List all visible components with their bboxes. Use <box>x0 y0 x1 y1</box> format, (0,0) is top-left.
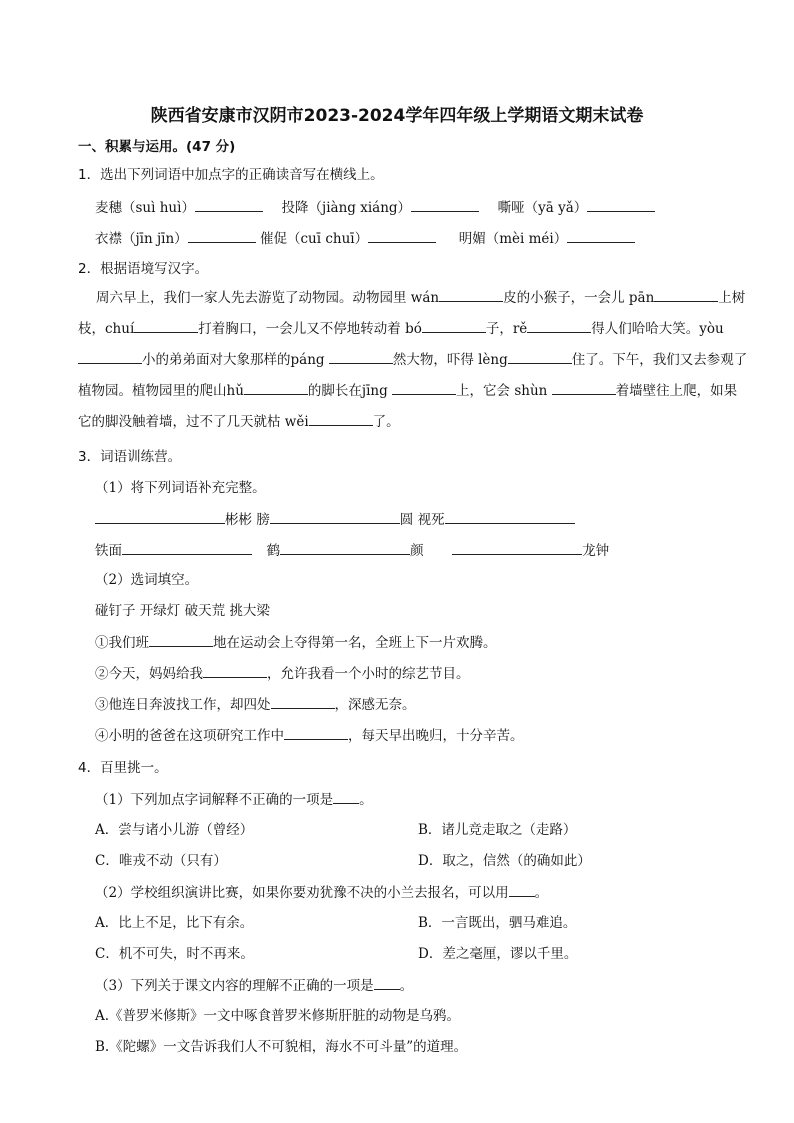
exam-title: 陕西省安康市汉阴市2023-2024学年四年级上学期语文期末试卷 <box>150 106 644 126</box>
q4-option-b[interactable]: B．诸儿竞走取之（走路） <box>418 822 577 838</box>
q3-sub2: （2）选词填空。 <box>95 572 199 588</box>
q4-option-c[interactable]: C．唯戎不动（只有） <box>95 853 227 869</box>
answer-blank[interactable] <box>188 228 256 243</box>
q1-item: 嘶哑（yā yǎ） <box>497 200 588 216</box>
answer-blank[interactable] <box>149 632 213 647</box>
answer-blank[interactable] <box>284 725 348 740</box>
answer-blank[interactable] <box>587 197 655 212</box>
q4-option-a[interactable]: A.《普罗米修斯》一文中啄食普罗米修斯肝脏的动物是乌鸦。 <box>95 1008 461 1024</box>
q4-option-d[interactable]: D．差之毫厘，谬以千里。 <box>418 946 578 962</box>
answer-blank[interactable] <box>508 349 572 364</box>
q3-stem: 3．词语训练营。 <box>78 449 182 465</box>
answer-blank[interactable] <box>527 318 591 333</box>
answer-blank[interactable] <box>95 509 225 524</box>
q1-item: 麦穗（suì huì） <box>95 200 195 216</box>
answer-blank[interactable] <box>552 380 616 395</box>
answer-blank[interactable] <box>195 197 263 212</box>
answer-blank[interactable] <box>452 540 582 555</box>
q1-row2 <box>95 228 635 249</box>
answer-blank[interactable] <box>329 349 393 364</box>
q4-option-b[interactable]: B.《陀螺》一文告诉我们人不可貌相，海水不可斗量”的道理。 <box>95 1039 468 1055</box>
q3-fill-row2: 铁面 鹤 颜 龙钟 <box>95 540 609 561</box>
q3-fill-row1: 彬彬 膀 圆 视死 <box>95 509 575 530</box>
q4-stem: 4．百里挑一。 <box>78 760 168 776</box>
answer-blank[interactable] <box>411 197 479 212</box>
q3-options: 碰钉子 开绿灯 破天荒 挑大梁 <box>95 603 270 619</box>
answer-blank[interactable] <box>309 411 373 426</box>
q4-option-d[interactable]: D．取之，信然（的确如此） <box>418 853 591 869</box>
q1-row1 <box>95 197 655 218</box>
q3-item: ④小明的爸爸在这项研究工作中 ，每天早出晚归，十分辛苦。 <box>95 725 524 746</box>
answer-blank[interactable] <box>509 882 535 897</box>
q4-option-a[interactable]: A．比上不足，比下有余。 <box>95 915 254 931</box>
q3-item: ①我们班 地在运动会上夺得第一名，全班上下一片欢腾。 <box>95 632 497 653</box>
answer-blank[interactable] <box>270 509 400 524</box>
q2-stem: 2．根据语境写汉字。 <box>78 261 209 277</box>
q1-item: 明媚（mèi méi） <box>458 231 568 247</box>
answer-blank[interactable] <box>134 318 198 333</box>
answer-blank[interactable] <box>654 287 718 302</box>
q1-item: 投降（jiàng xiáng） <box>281 200 412 216</box>
q1-item: 衣襟（jīn jīn） <box>95 231 188 247</box>
answer-blank[interactable] <box>422 318 486 333</box>
q1-item: 催促（cuī chuī） <box>259 231 369 247</box>
answer-blank[interactable] <box>271 694 335 709</box>
answer-blank[interactable] <box>244 380 308 395</box>
answer-blank[interactable] <box>203 663 267 678</box>
answer-blank[interactable] <box>567 228 635 243</box>
q4-option-b[interactable]: B．一言既出，驷马难追。 <box>418 915 577 931</box>
q4-sub1: （1）下列加点字词解释不正确的一项是 。 <box>95 789 373 810</box>
q1-stem: 1．选出下列词语中加点字的正确读音写在横线上。 <box>78 167 384 183</box>
section-1-heading: 一、积累与运用。(47 分) <box>78 139 236 155</box>
q4-sub3: （3）下列关于课文内容的理解不正确的一项是 。 <box>95 975 413 996</box>
answer-blank[interactable] <box>122 540 252 555</box>
q2-passage: 周六早上，我们一家人先去游览了动物园。动物园里 wán 皮的小猴子，一会儿 pān 上树枝，chuí 打着胸口，一会儿又不停地转动着 bó 子，rě 得人们哈哈大笑。yòu 小的弟弟面对大象那样的páng 然大物，吓得 lèng 住了。下午，我们又去参观了植物园。植物园里的爬山hǔ 的脚长在jīng 上，它会 shùn 着墙壁往上爬，如果它的脚没触着墙，过不了几天就枯 wěi 了。 <box>78 283 748 438</box>
answer-blank[interactable] <box>374 975 400 990</box>
q3-item: ②今天，妈妈给我 ，允许我看一个小时的综艺节目。 <box>95 663 470 684</box>
answer-blank[interactable] <box>78 349 142 364</box>
q4-option-c[interactable]: C．机不可失，时不再来。 <box>95 946 254 962</box>
q4-sub2: （2）学校组织演讲比赛，如果你要劝犹豫不决的小兰去报名，可以用 。 <box>95 882 548 903</box>
q3-item: ③他连日奔波找工作，却四处 ，深感无奈。 <box>95 694 416 715</box>
answer-blank[interactable] <box>333 789 359 804</box>
answer-blank[interactable] <box>280 540 410 555</box>
answer-blank[interactable] <box>439 287 503 302</box>
answer-blank[interactable] <box>392 380 456 395</box>
answer-blank[interactable] <box>445 509 575 524</box>
q4-option-a[interactable]: A．尝与诸小儿游（曾经） <box>95 822 254 838</box>
q3-sub1: （1）将下列词语补充完整。 <box>95 480 266 496</box>
answer-blank[interactable] <box>368 228 436 243</box>
